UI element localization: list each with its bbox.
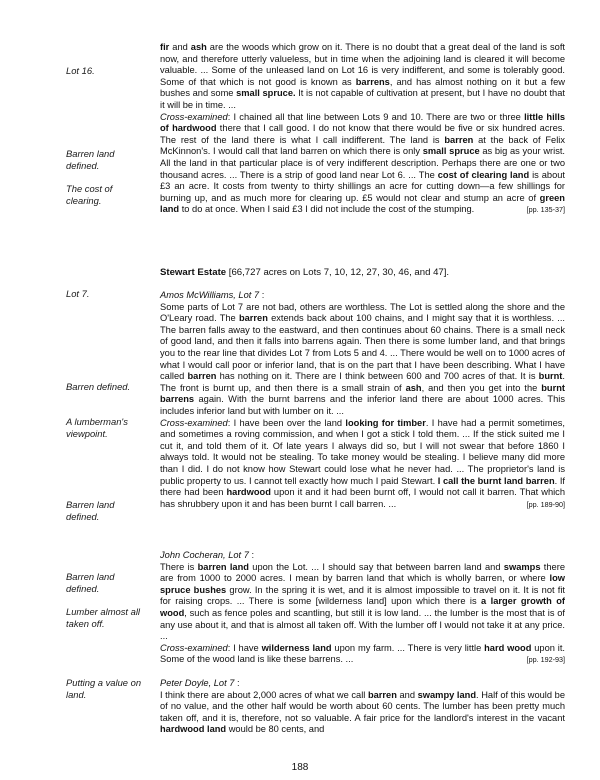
text-run: . Half of this would be of no value, and the other half would be worth about 60 cents. The lumber has been pretty much taken off, and it is, therefore, not so valuable. A fair price for the landlord's interest in the vacant (160, 689, 565, 723)
text-run: : I chained all that line between Lots 9 and 10. There are two or three (227, 111, 525, 122)
text-run: grow. In the spring it is wet, and it is almost impossible to travel on it. It is not fit for raising crops. ... There is some [wilderness land] upon which there is (160, 584, 565, 607)
text-run: : I have (227, 642, 262, 653)
text-run: would be 80 cents, and (226, 724, 325, 735)
margin-note-barren-defined: Barren defined. (66, 381, 131, 392)
testimony-mcwilliams (160, 290, 565, 510)
text-run: are the woods which grow on it. There is no doubt that a great deal of the land is soft now, and therefore utterly valueless, but in time when the adjoining land is cleared it will become valuable. ... Some of the unleased land on Lot 16 is very indifferent, and some is tolerably good. Some of that which is not good is known as (160, 42, 565, 87)
testimony-doyle (160, 678, 565, 736)
cross-examined-label: Cross-examined (160, 642, 228, 653)
text-run: upon the Lot. ... I should say that between barren land and (248, 561, 504, 572)
text-run: swamps (503, 561, 541, 572)
text-run: looking for timber (345, 417, 426, 428)
text-run: little hills of hardwood (160, 111, 565, 134)
text-run: green land (160, 192, 565, 215)
text-run: to do at once. When I said £3 I did not include the cost of the stumping. (179, 204, 475, 215)
margin-note-lot16: Lot 16. (66, 65, 95, 76)
text-run: burnt (538, 371, 563, 382)
text-run: I think there are about 2,000 acres of what we call (160, 689, 368, 700)
cross-examined-label: Cross-examined (160, 417, 228, 428)
text-run: upon it. Some of the wood land is like these barrens. ... (160, 642, 565, 665)
text-run: , such as fence poles and scantling, but still it is low land. ... the lumber is the most that is of any use about it, and that is almost all taken off. With the lumber off I would not take it at any price. ... (160, 607, 565, 642)
text-run: , and then you get into the (421, 382, 542, 393)
text-run: There is (160, 561, 198, 572)
margin-note-barren-land-defined: Barren land defined. (66, 148, 115, 171)
text-run: there are from 1000 to 2000 acres. I mean by barren land that which is wholly barren, or where (160, 561, 565, 584)
text-run: . The front is burnt up, and then there is a small strain of (160, 371, 566, 393)
estate-details: [66,727 acres on Lots 7, 10, 12, 27, 30, 46, and 47]. (226, 267, 450, 278)
margin-note-lumberman-viewpoint: A lumberman's viewpoint. (66, 416, 128, 439)
text-run: as big as your wrist. All the land in that particular place is of very indifferent description. Perhaps there are one or two thousand acres. ... There is a strip of good land near Lot 6. ... The (160, 146, 566, 180)
text-run: . I have had a permit sometimes, and sometimes a roving commission, and when I got a stick I told them. ... If the stick suited me I cut it, and told them of it. Of late years I always did so, but I will not swear that before 1860 I always told. It would not be stealing. To take money would be stealing. I believe many did more than I did. I do not know how Stewart could lose what he never had. ... The proprietor's land is public property to us. I cannot tell exactly how much I paid Stewart. (160, 417, 565, 486)
text-run: upon my farm. ... There is very little (331, 642, 485, 653)
text-run: small spruce (422, 146, 480, 157)
text-run: barren land (197, 561, 249, 572)
testimony-cocheran (160, 550, 565, 666)
text-run: . If there had been (160, 475, 565, 498)
margin-note-lumber-taken-off: Lumber almost all taken off. (66, 606, 140, 629)
page-reference: [pp. 189-90] (526, 499, 565, 509)
text-run: : I have been over the land (227, 417, 346, 428)
text-run: : (259, 290, 265, 300)
text-run: hardwood (226, 487, 271, 498)
margin-note-putting-value: Putting a value on land. (66, 677, 142, 700)
text-run: hardwood land (160, 724, 227, 735)
text-run: hard wood (484, 642, 532, 653)
page-number: 188 (291, 762, 309, 773)
margin-note-cost-of-clearing: The cost of clearing. (66, 183, 113, 206)
page-reference: [pp. 135-37] (526, 205, 565, 215)
text-run: ash (405, 382, 422, 393)
text-run: again. With the burnt barrens and the inferior land there are about 1000 acres. This includes inferior land but with lumber on it. ... (160, 394, 565, 416)
text-run: barren (187, 371, 217, 382)
text-run: barrens (355, 76, 390, 87)
text-run: upon it and it had been burnt off, I would not call it barren. That which has shrubbery upon it and has been burnt I call barren. ... (160, 487, 565, 509)
text-run: Some parts of Lot 7 are not bad, others are worthless. The Lot is settled along the shore and the O'Leary road. The (160, 301, 565, 324)
page-reference: [pp. 192-93] (526, 655, 565, 665)
testimony-lot16 (160, 42, 565, 216)
text-run: a larger growth of wood (160, 596, 566, 618)
text-run: and (396, 689, 418, 700)
speaker-name: Amos McWilliams, Lot 7 (160, 290, 260, 300)
text-run: barren (238, 313, 268, 324)
cross-examined-label: Cross-examined (160, 111, 228, 122)
text-run: at the back of Felix McKinnon's. I would call that land barren on which there is only (160, 134, 565, 157)
speaker-name: John Cocheran, Lot 7 (160, 550, 249, 560)
margin-note-barren-land-defined-3: Barren land defined. (66, 571, 115, 594)
text-run: swampy land (417, 689, 477, 700)
text-run: and (169, 42, 191, 52)
text-run: It is not capable of cultivation at present, but I have no doubt that it will be in time. ... (160, 88, 565, 110)
text-run: fir (160, 42, 170, 52)
text-run: extends back about 100 chains, and I might say that it is worthless. ... The barren falls away to the eastward, and then continues about 60 chains. There is a small neck of good land, and then it falls into barrens again. Then there is some lumber land, and that brings you to the rear line that divides Lot 7 from Lots 5 and 4. ... There would be well on to 1000 acres of what I would call poor or inferior land, that is on the part that I have been describing. What I have called (160, 313, 566, 382)
estate-heading (160, 267, 449, 278)
margin-note-lot7: Lot 7. (66, 288, 90, 299)
text-run: is about £3 an acre. It costs from twenty to thirty shillings an acre for cutting down—a few shillings for burning up, and as much more for clearing up. £5 would not clear and stump an acre of (160, 169, 566, 203)
text-run: small spruce. (236, 88, 296, 99)
text-run: : (234, 678, 240, 688)
text-run: wilderness land (261, 642, 332, 653)
text-run: burnt barrens (160, 382, 565, 405)
text-run: barren (367, 689, 397, 700)
text-run: there that I call good. I do not know that there would be five or six hundred acres. The rest of the land there is what I call indifferent. The land is (160, 123, 565, 145)
margin-note-barren-land-defined-2: Barren land defined. (66, 499, 115, 522)
text-run: cost of clearing land (437, 169, 530, 180)
speaker-name: Peter Doyle, Lot 7 (160, 678, 235, 688)
text-run: : (248, 550, 255, 560)
text-run: I call the burnt land barren (437, 475, 555, 486)
text-run: ash (190, 42, 207, 52)
text-run: has nothing on it. There are I think between 600 and 700 acres of that. It is (216, 371, 539, 382)
text-run: low spruce bushes (160, 573, 565, 595)
text-run: , and has almost nothing on it but a few bushes and some (160, 76, 566, 99)
text-run: barren (444, 134, 474, 145)
estate-title: Stewart Estate (160, 267, 227, 278)
